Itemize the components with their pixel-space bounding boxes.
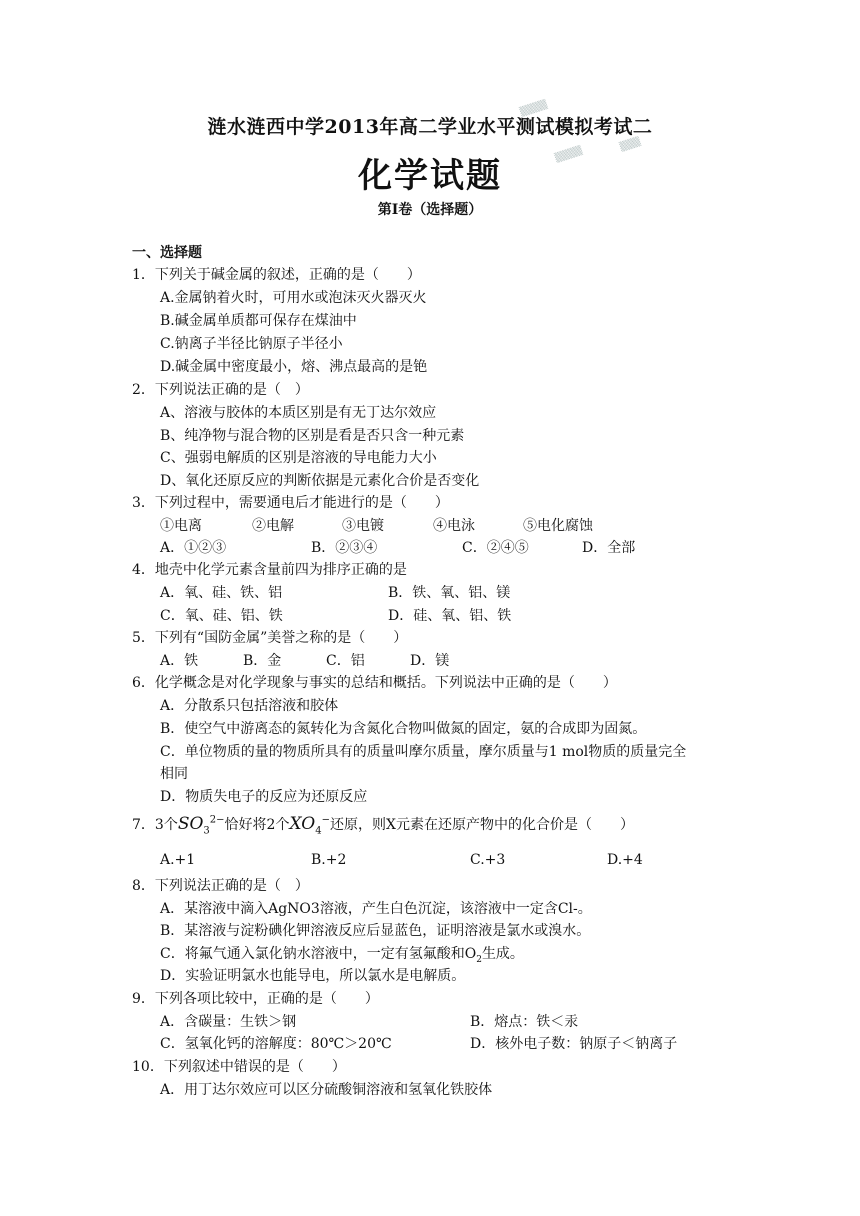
q3-item-5: ⑤电化腐蚀 xyxy=(523,518,593,534)
q7-text-post: 还原，则X元素在还原产物中的化合价是（ ） xyxy=(329,817,634,833)
option-6c: C．单位物质的量的物质所具有的质量叫摩尔质量，摩尔质量与1 mol物质的质量完全 xyxy=(160,744,687,760)
option-5c: C．铝 xyxy=(326,653,365,669)
option-1b: B.碱金属单质都可保存在煤油中 xyxy=(160,313,357,329)
question-4: 4．地壳中化学元素含量前四为排序正确的是 xyxy=(132,562,407,578)
option-1c: C.钠离子半径比钠原子半径小 xyxy=(160,336,343,352)
option-4a: A．氧、硅、铁、铝 xyxy=(160,585,283,601)
option-10a: A．用丁达尔效应可以区分硫酸铜溶液和氢氧化铁胶体 xyxy=(160,1082,493,1098)
question-1: 1．下列关于碱金属的叙述，正确的是（ ） xyxy=(132,267,421,283)
option-7d: D.+4 xyxy=(607,852,643,868)
option-5a: A．铁 xyxy=(160,653,199,669)
question-10: 10．下列叙述中错误的是（ ） xyxy=(132,1059,346,1075)
option-2a: A、溶液与胶体的本质区别是有无丁达尔效应 xyxy=(160,405,437,421)
option-5d: D．镁 xyxy=(410,653,450,669)
option-4b: B．铁、氧、铝、镁 xyxy=(388,585,511,601)
option-8c: C．将氟气通入氯化钠水溶液中，一定有氢氟酸和$O_2$生成。 xyxy=(160,946,524,965)
option-6c-cont: 相同 xyxy=(160,766,188,782)
question-5: 5．下列有“国防金属”美誉之称的是（ ） xyxy=(132,630,408,646)
question-7 xyxy=(132,814,634,836)
question-2: 2．下列说法正确的是（ ） xyxy=(132,382,309,398)
part-title: 第Ⅰ卷（选择题） xyxy=(377,202,483,218)
q3-item-4: ④电泳 xyxy=(433,518,475,534)
option-3c: C．②④⑤ xyxy=(462,540,529,556)
option-8b: B．某溶液与淀粉碘化钾溶液反应后显蓝色，证明溶液是氯水或溴水。 xyxy=(160,923,591,939)
q7-text-pre: 7．3个 xyxy=(132,817,178,833)
option-2c: C、强弱电解质的区别是溶液的导电能力大小 xyxy=(160,450,437,466)
option-9c: C．氢氧化钙的溶解度：80℃＞20℃ xyxy=(160,1036,392,1052)
option-9b: B．熔点：铁＜汞 xyxy=(470,1014,579,1030)
sulfite-formula: $SO_3^{2-}$ xyxy=(177,814,225,837)
question-8: 8．下列说法正确的是（ ） xyxy=(132,878,309,894)
option-7b: B.+2 xyxy=(311,852,347,868)
q7-text-mid: 恰好将2个 xyxy=(224,817,290,833)
question-9: 9．下列各项比较中，正确的是（ ） xyxy=(132,991,379,1007)
option-9a: A．含碳量：生铁＞钢 xyxy=(160,1014,297,1030)
option-6b: B．使空气中游离态的氮转化为含氮化合物叫做氮的固定，氨的合成即为固氮。 xyxy=(160,721,647,737)
option-9d: D．核外电子数：钠原子＜钠离子 xyxy=(470,1036,678,1052)
option-3a: A．①②③ xyxy=(160,540,227,556)
watermark-stamp: ▒▒▒▒ xyxy=(519,99,549,119)
option-2b: B、纯净物与混合物的区别是看是否只含一种元素 xyxy=(160,428,465,444)
option-6d: D．物质失电子的反应为还原反应 xyxy=(160,789,368,805)
option-4d: D．硅、氧、铝、铁 xyxy=(388,608,512,624)
option-7c: C.+3 xyxy=(470,852,506,868)
question-6: 6．化学概念是对化学现象与事实的总结和概括。下列说法中正确的是（ ） xyxy=(132,675,617,691)
option-8d: D．实验证明氯水也能导电，所以氯水是电解质。 xyxy=(160,968,466,984)
option-8a: A．某溶液中滴入AgNO3溶液，产生白色沉淀，该溶液中一定含Cl-。 xyxy=(160,901,592,917)
option-1d: D.碱金属中密度最小，熔、沸点最高的是铯 xyxy=(160,359,428,375)
option-5b: B．金 xyxy=(243,653,282,669)
option-3b: B．②③④ xyxy=(311,540,378,556)
watermark-stamp: ▒▒▒ xyxy=(618,137,642,153)
section-title: 一、选择题 xyxy=(132,245,202,261)
school-title: 涟水涟西中学2013年高二学业水平测试模拟考试二 xyxy=(207,116,653,138)
option-7a: A.+1 xyxy=(160,852,196,868)
question-3: 3．下列过程中，需要通电后才能进行的是（ ） xyxy=(132,495,449,511)
option-3d: D．全部 xyxy=(582,540,636,556)
subject-title: 化学试题 xyxy=(358,156,502,196)
option-1a: A.金属钠着火时，可用水或泡沫灭火器灭火 xyxy=(160,290,427,306)
option-6a: A．分散系只包括溶液和胶体 xyxy=(160,698,339,714)
q3-item-1: ①电离 xyxy=(160,518,202,534)
xo4-formula: $XO_4^-$ xyxy=(289,814,330,837)
watermark-stamp: ▒▒▒▒ xyxy=(554,145,584,165)
q3-item-2: ②电解 xyxy=(252,518,294,534)
q3-item-3: ③电镀 xyxy=(342,518,384,534)
option-4c: C．氧、硅、铝、铁 xyxy=(160,608,283,624)
option-2d: D、氧化还原反应的判断依据是元素化合价是否变化 xyxy=(160,473,480,489)
